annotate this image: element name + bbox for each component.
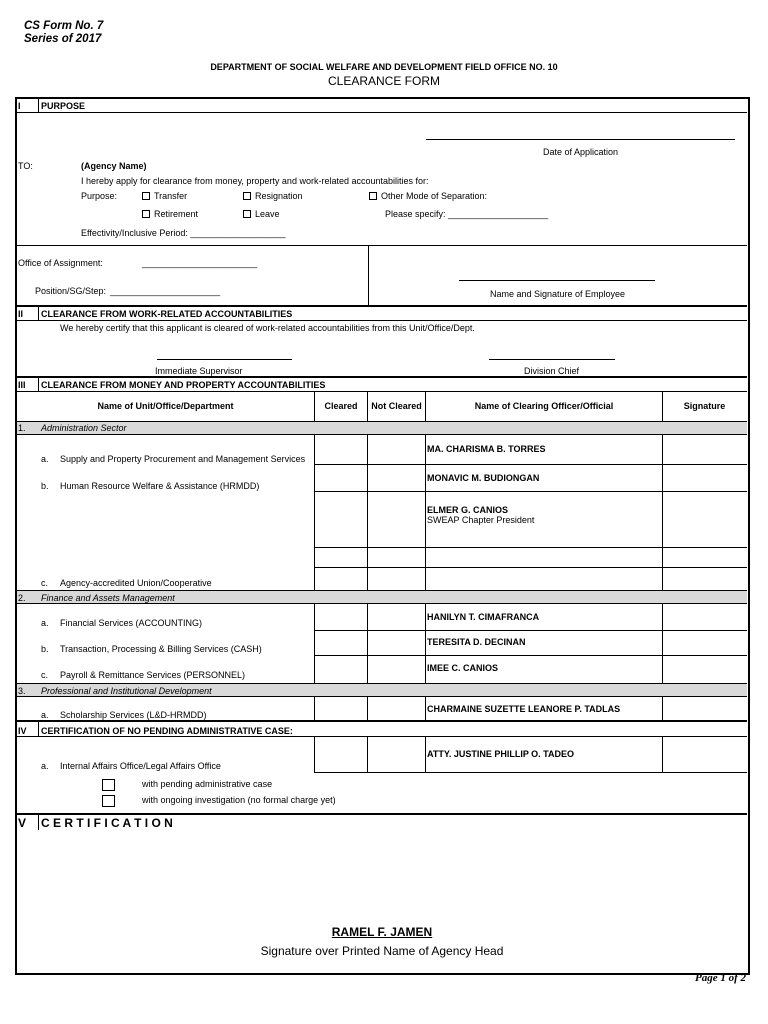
unit-human-resource: Human Resource Welfare & Assistance (HRMDD)	[60, 481, 260, 491]
officer-tadeo: ATTY. JUSTINE PHILLIP O. TADEO	[427, 749, 575, 759]
section-5-title: C E R T I F I C A T I O N	[41, 816, 173, 830]
unit-union-cooperative: Agency-accredited Union/Cooperative	[60, 578, 212, 588]
officer-imee-canios: IMEE C. CANIOS	[427, 663, 499, 673]
unit-scholarship: Scholarship Services (L&D-HRMDD)	[60, 710, 207, 720]
section-3-title: CLEARANCE FROM MONEY AND PROPERTY ACCOUNTABILITIES	[41, 380, 326, 390]
office-assignment-field[interactable]: _______________________	[142, 258, 258, 268]
row-letter: c.	[41, 670, 49, 680]
date-application-line[interactable]	[426, 139, 735, 140]
employee-signature-label: Name and Signature of Employee	[489, 289, 626, 299]
section-1-title: PURPOSE	[41, 101, 86, 111]
to-label: TO:	[18, 161, 33, 171]
form-series: Series of 2017	[24, 33, 102, 45]
col-officer-header: Name of Clearing Officer/Official	[474, 401, 614, 411]
row-letter: a.	[41, 710, 49, 720]
section-3-number: III	[18, 380, 26, 390]
category-administration: Administration Sector	[41, 423, 127, 433]
section-2-title: CLEARANCE FROM WORK-RELATED ACCOUNTABILITIES	[41, 309, 293, 319]
ongoing-investigation-checkbox[interactable]	[102, 795, 115, 807]
checkbox-icon[interactable]	[142, 192, 150, 200]
unit-internal-affairs: Internal Affairs Office/Legal Affairs Office	[60, 761, 221, 771]
date-application-label: Date of Application	[542, 147, 619, 157]
col-cleared-header: Cleared	[324, 401, 358, 411]
apply-statement: I hereby apply for clearance from money, property and work-related accountabilities for:	[81, 176, 429, 186]
unit-supply-property: Supply and Property Procurement and Management Services	[60, 454, 306, 464]
col-unit-header: Name of Unit/Office/Department	[97, 401, 234, 411]
office-assignment-label: Office of Assignment:	[18, 258, 103, 268]
chief-signature-line[interactable]	[489, 359, 615, 360]
unit-cash: Transaction, Processing & Billing Services (CASH)	[60, 644, 262, 654]
work-clearance-statement: We hereby certify that this applicant is cleared of work-related accountabilities from this Unit/Office/Dept.	[60, 323, 475, 333]
position-field[interactable]: ______________________	[110, 286, 221, 296]
agency-name: (Agency Name)	[81, 161, 147, 171]
officer-canios: ELMER G. CANIOS	[427, 505, 509, 515]
section-5-number: V	[18, 816, 27, 830]
officer-cimafranca: HANILYN T. CIMAFRANCA	[427, 612, 540, 622]
checkbox-icon[interactable]	[369, 192, 377, 200]
option-resignation[interactable]: Resignation	[243, 191, 303, 201]
category-number: 2.	[18, 593, 26, 603]
row-letter: a.	[41, 454, 49, 464]
category-number: 1.	[18, 423, 26, 433]
officer-tadlas: CHARMAINE SUZETTE LEANORE P. TADLAS	[427, 704, 621, 714]
effectivity-period[interactable]: Effectivity/Inclusive Period: ___________________	[81, 228, 286, 238]
department-heading: DEPARTMENT OF SOCIAL WELFARE AND DEVELOPMENT FIELD OFFICE NO. 10	[210, 62, 558, 72]
please-specify[interactable]: Please specify: ____________________	[385, 209, 549, 219]
unit-accounting: Financial Services (ACCOUNTING)	[60, 618, 203, 628]
checkbox-icon[interactable]	[243, 210, 251, 218]
row-letter: b.	[41, 644, 49, 654]
page-title: CLEARANCE FORM	[327, 74, 440, 88]
agency-head-name: RAMEL F. JAMEN	[331, 925, 433, 939]
row-letter: a.	[41, 761, 49, 771]
option-transfer[interactable]: Transfer	[142, 191, 187, 201]
officer-budiongan: MONAVIC M. BUDIONGAN	[427, 473, 540, 483]
category-number: 3.	[18, 686, 26, 696]
page-number: Page 1 of 2	[694, 972, 746, 984]
employee-signature-line[interactable]	[459, 280, 655, 281]
option-leave[interactable]: Leave	[243, 209, 280, 219]
supervisor-signature-line[interactable]	[157, 359, 292, 360]
pending-case-label: with pending administrative case	[142, 779, 273, 789]
section-2-number: II	[18, 309, 24, 319]
category-professional: Professional and Institutional Development	[41, 686, 212, 696]
chief-label: Division Chief	[524, 366, 580, 376]
ongoing-investigation-label: with ongoing investigation (no formal charge yet)	[142, 795, 336, 805]
checkbox-icon[interactable]	[142, 210, 150, 218]
col-signature-header: Signature	[683, 401, 726, 411]
category-finance: Finance and Assets Management	[41, 593, 175, 603]
purpose-label: Purpose:	[81, 191, 118, 201]
pending-case-checkbox[interactable]	[102, 779, 115, 791]
supervisor-label: Immediate Supervisor	[155, 366, 243, 376]
unit-personnel: Payroll & Remittance Services (PERSONNEL)	[60, 670, 246, 680]
row-letter: a.	[41, 618, 49, 628]
form-number: CS Form No. 7	[24, 20, 104, 32]
section-4-number: IV	[18, 726, 27, 736]
section-4-title: CERTIFICATION OF NO PENDING ADMINISTRATIVE CASE:	[41, 726, 293, 736]
option-retirement[interactable]: Retirement	[142, 209, 198, 219]
checkbox-icon[interactable]	[243, 192, 251, 200]
col-not-cleared-header: Not Cleared	[371, 401, 422, 411]
row-letter: c.	[41, 578, 49, 588]
agency-head-label: Signature over Printed Name of Agency Head	[260, 944, 504, 958]
section-1-number: I	[18, 101, 21, 111]
officer-canios-title: SWEAP Chapter President	[427, 515, 535, 525]
option-other[interactable]: Other Mode of Separation:	[369, 191, 487, 201]
officer-decinan: TERESITA D. DECINAN	[427, 637, 526, 647]
officer-torres: MA. CHARISMA B. TORRES	[427, 444, 546, 454]
row-letter: b.	[41, 481, 49, 491]
position-label: Position/SG/Step:	[35, 286, 107, 296]
